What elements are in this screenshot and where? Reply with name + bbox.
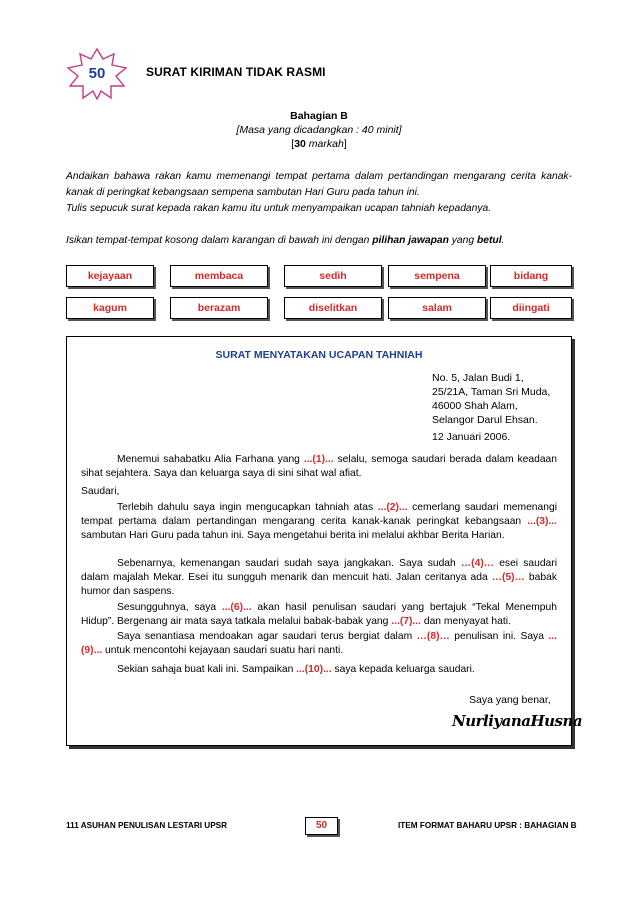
letter-paragraph-4 xyxy=(81,601,557,629)
instruction-bold: pilihan jawapan xyxy=(372,235,449,246)
text: Sekian sahaja buat kali ini. Sampaikan xyxy=(117,664,297,675)
blank-5: …(5)… xyxy=(491,572,525,583)
letter-paragraph-2 xyxy=(81,501,557,543)
marks-close: ] xyxy=(343,138,347,150)
letter-paragraph-5 xyxy=(81,630,557,658)
blank-6: ...(6)... xyxy=(221,602,252,613)
text: selalu, semoga saudari berada dalam keadaan sihat sejahtera. Saya dan keluarga saya di sini sihat wal afiat. xyxy=(81,454,558,479)
letter-date: 12 Januari 2006. xyxy=(432,431,511,443)
blank-4: …(4)… xyxy=(460,558,495,569)
blank-3: ...(3)... xyxy=(527,516,557,527)
address-line: 46000 Shah Alam, xyxy=(432,400,518,412)
instruction xyxy=(66,233,572,249)
blank-8: …(8)… xyxy=(416,631,450,642)
letter-paragraph-6 xyxy=(81,663,557,677)
badge-number: 50 xyxy=(88,65,106,82)
page-number: 50 xyxy=(305,817,338,835)
choice-word: diingati xyxy=(490,297,572,319)
text: untuk mencontohi kejayaan saudari suatu hari nanti. xyxy=(102,645,344,656)
text: saya kepada keluarga saudari. xyxy=(331,664,475,675)
choice-word: membaca xyxy=(170,265,268,287)
blank-10: ...(10)... xyxy=(296,664,332,675)
choice-word: salam xyxy=(388,297,486,319)
sender-address xyxy=(432,371,550,444)
text: dan menyayat hati. xyxy=(420,616,511,627)
choice-row-2 xyxy=(66,297,572,319)
text: Sebenarnya, kemenangan saudari sudah saya jangkakan. Saya sudah xyxy=(117,558,461,569)
address-line: No. 5, Jalan Budi 1, xyxy=(432,372,524,384)
choice-word: diselitkan xyxy=(284,297,382,319)
letter-paragraph-3 xyxy=(81,557,557,599)
task-paragraph: Tulis sepucuk surat kepada rakan kamu itu untuk menyampaikan ucapan tahniah kepadanya. xyxy=(66,203,492,214)
footer-right: ITEM FORMAT BAHARU UPSR : BAHAGIAN B xyxy=(398,821,577,830)
text: akan hasil penulisan saudari yang bertajuk “Tekal Menempuh Hidup”. Bergenang air mata saya tatkala melalui babak-babak yang xyxy=(81,602,557,627)
text: Sesungguhnya, saya xyxy=(117,602,222,613)
text: Terlebih dahulu saya ingin mengucapkan tahniah atas xyxy=(117,502,378,513)
instruction-text: Isikan tempat-tempat kosong dalam karangan di bawah ini dengan xyxy=(66,235,373,246)
text: babak humor dan saspens. xyxy=(81,572,557,597)
letter-box xyxy=(66,336,583,746)
letter-title: SURAT MENYATAKAN UCAPAN TAHNIAH xyxy=(215,349,423,361)
text: cemerlang saudari memenangi tempat pertama dalam pertandingan mengarang cerita kanak-kanak peringkat kebangsaan xyxy=(81,502,558,527)
page-title: SURAT KIRIMAN TIDAK RASMI xyxy=(146,65,326,79)
time-note: [Masa yang dicadangkan : 40 minit] xyxy=(236,124,402,136)
instruction-text: yang xyxy=(448,235,477,246)
marks-label: markah xyxy=(305,138,344,150)
instruction-bold: betul xyxy=(476,235,502,246)
marks-note xyxy=(0,138,638,150)
marks-value: 30 xyxy=(294,138,306,150)
choice-word: sempena xyxy=(388,265,486,287)
blank-1: ...(1)... xyxy=(303,454,334,465)
intro-paragraph: Andaikan bahawa rakan kamu memenangi tempat pertama dalam pertandingan mengarang cerita kanak-kanak di peringkat kebangsaan sempena sambutan Hari Guru pada tahun ini. xyxy=(66,171,572,198)
choice-word: kagum xyxy=(66,297,154,319)
text: Menemui sahabatku Alia Farhana yang xyxy=(117,454,304,465)
text: penulisan ini. Saya xyxy=(449,631,549,642)
choice-word: sedih xyxy=(284,265,382,287)
choice-word: bidang xyxy=(490,265,572,287)
instruction-text: . xyxy=(501,235,505,246)
signature: NurliyanaHusna xyxy=(452,712,583,730)
closing: Saya yang benar, xyxy=(469,694,551,706)
choice-word: kejayaan xyxy=(66,265,154,287)
number-badge xyxy=(66,48,128,100)
text: sambutan Hari Guru pada tahun ini. Saya mengetahui berita ini melalui akhbar Berita Harian. xyxy=(81,530,505,541)
salutation: Saudari, xyxy=(81,486,120,497)
address-line: Selangor Darul Ehsan. xyxy=(432,414,538,426)
text: esei saudari dalam majalah Mekar. Esei itu sungguh menarik dan mencuit hati. Jalan ceritanya ada xyxy=(81,558,557,583)
address-line: 25/21A, Taman Sri Muda, xyxy=(432,386,551,398)
choice-row-1 xyxy=(66,265,572,287)
marks-open: [ xyxy=(291,138,295,150)
section-heading: Bahagian B xyxy=(290,110,348,122)
blank-7: ...(7)... xyxy=(391,616,421,627)
text: Saya senantiasa mendoakan agar saudari terus bergiat dalam xyxy=(117,631,417,642)
letter-paragraph-1 xyxy=(81,453,557,481)
choice-word: berazam xyxy=(170,297,268,319)
footer-left: 111 ASUHAN PENULISAN LESTARI UPSR xyxy=(66,821,228,830)
blank-9: ...(9)... xyxy=(81,631,557,656)
blank-2: ...(2)... xyxy=(377,502,408,513)
